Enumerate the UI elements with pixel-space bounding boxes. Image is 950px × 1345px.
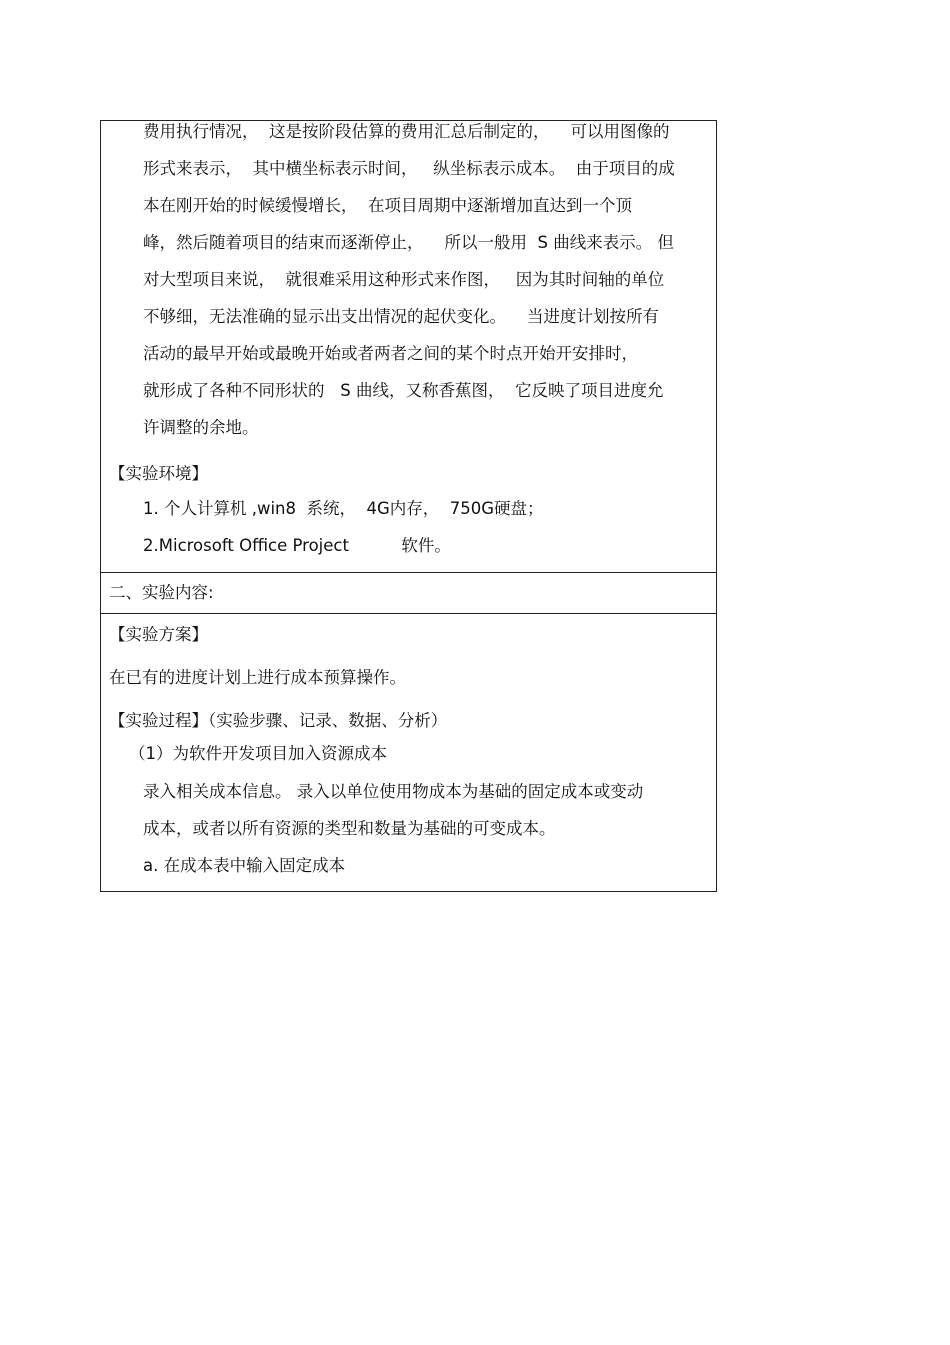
content-heading-section (100, 572, 717, 614)
plan-text: 在已有的进度计划上进行成本预算操作。 (109, 668, 406, 687)
paragraph-line: 费用执行情况， 这是按阶段估算的费用汇总后制定的， 可以用图像的 (143, 122, 670, 141)
paragraph-line: 形式来表示， 其中横坐标表示时间， 纵坐标表示成本。 由于项目的成 (143, 159, 675, 178)
step-title: （1）为软件开发项目加入资源成本 (129, 744, 387, 763)
paragraph-line: 许调整的余地。 (143, 418, 259, 437)
env-heading: 【实验环境】 (109, 464, 208, 483)
description-section (100, 120, 717, 573)
paragraph-line: 峰，然后随着项目的结束而逐渐停止， 所以一般用 S 曲线来表示。 但 (143, 233, 674, 252)
paragraph-line: 本在刚开始的时候缓慢增长， 在项目周期中逐渐增加直达到一个顶 (143, 196, 632, 215)
step-text-line: 录入相关成本信息。 录入以单位使用物成本为基础的固定成本或变动 (143, 782, 644, 801)
section-heading: 二、实验内容: (109, 583, 214, 602)
env-item: 1. 个人计算机 ,win8 系统， 4G内存， 750G硬盘； (143, 499, 544, 518)
paragraph-line: 不够细，无法准确的显示出支出情况的起伏变化。 当进度计划按所有 (143, 307, 659, 326)
substep-text: a. 在成本表中输入固定成本 (143, 856, 346, 875)
experiment-section (100, 613, 717, 892)
step-text-line: 成本，或者以所有资源的类型和数量为基础的可变成本。 (143, 819, 556, 838)
process-heading: 【实验过程】（实验步骤、记录、数据、分析） (109, 711, 448, 730)
plan-heading: 【实验方案】 (109, 625, 208, 644)
env-item: 2.Microsoft Office Project 软件。 (143, 536, 451, 555)
paragraph-line: 活动的最早开始或最晚开始或者两者之间的某个时点开始开安排时， (143, 344, 638, 363)
paragraph-line: 就形成了各种不同形状的 S 曲线，又称香蕉图， 它反映了项目进度允 (143, 381, 664, 400)
paragraph-line: 对大型项目来说， 就很难采用这种形式来作图， 因为其时间轴的单位 (143, 270, 665, 289)
